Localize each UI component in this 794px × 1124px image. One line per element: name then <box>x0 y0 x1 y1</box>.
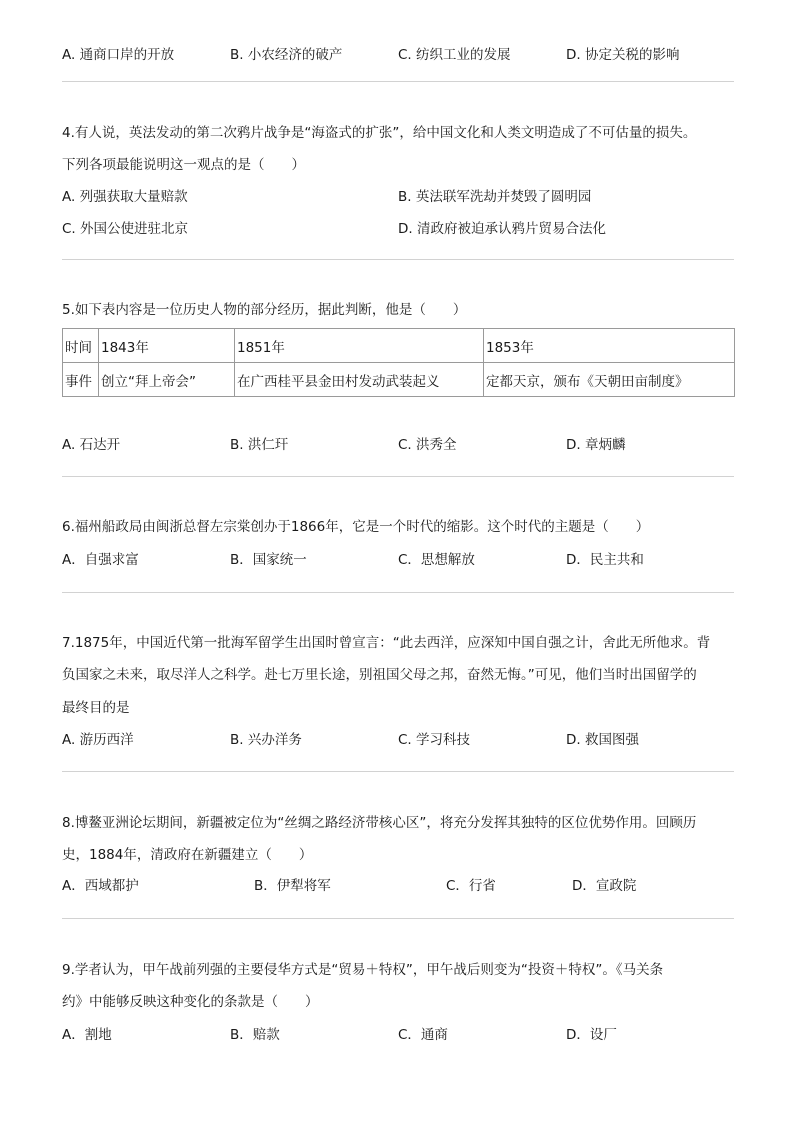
q6-option-a[interactable]: A．自强求富 <box>62 552 139 568</box>
q9-option-a[interactable]: A．割地 <box>62 1027 112 1043</box>
q9-stem-line-1: 9.学者认为，甲午战前列强的主要侵华方式是“贸易＋特权”，甲午战后则变为“投资＋特权”。《马关条 <box>62 962 664 978</box>
table-cell: 1851年 <box>235 329 484 363</box>
q6-stem: 6.福州船政局由闽浙总督左宗棠创办于1866年，它是一个时代的缩影。这个时代的主题是（ ） <box>62 519 650 535</box>
q4-stem-line-2: 下列各项最能说明这一观点的是（ ） <box>62 157 305 173</box>
q9-option-d[interactable]: D．设厂 <box>566 1027 617 1043</box>
q7-option-c[interactable]: C. 学习科技 <box>398 732 471 748</box>
q3-option-c[interactable]: C. 纺织工业的发展 <box>398 47 511 63</box>
q5-option-a[interactable]: A. 石达开 <box>62 437 121 453</box>
q4-stem-line-1: 4.有人说，英法发动的第二次鸦片战争是“海盗式的扩张”，给中国文化和人类文明造成了不可估量的损失。 <box>62 125 697 141</box>
q8-option-d[interactable]: D．宣政院 <box>572 878 637 894</box>
table-cell: 时间 <box>63 329 99 363</box>
divider <box>62 476 734 477</box>
q3-option-a[interactable]: A. 通商口岸的开放 <box>62 47 175 63</box>
table-row <box>63 363 735 397</box>
q4-option-b[interactable]: B. 英法联军洗劫并焚毁了圆明园 <box>398 189 592 205</box>
q5-stem: 5.如下表内容是一位历史人物的部分经历，据此判断，他是（ ） <box>62 302 467 318</box>
divider <box>62 771 734 772</box>
q8-stem-line-1: 8.博鳌亚洲论坛期间，新疆被定位为“丝绸之路经济带核心区”，将充分发挥其独特的区位优势作用。回顾历 <box>62 815 697 831</box>
q7-option-b[interactable]: B. 兴办洋务 <box>230 732 302 748</box>
q8-option-a[interactable]: A．西域都护 <box>62 878 139 894</box>
divider <box>62 592 734 593</box>
q7-stem-line-1: 7.1875年，中国近代第一批海军留学生出国时曾宣言：“此去西洋，应深知中国自强之计，舍此无所他求。背 <box>62 635 711 651</box>
q5-option-b[interactable]: B. 洪仁玕 <box>230 437 289 453</box>
q6-option-b[interactable]: B．国家统一 <box>230 552 307 568</box>
table-cell: 创立“拜上帝会” <box>99 363 235 397</box>
q4-option-a[interactable]: A. 列强获取大量赔款 <box>62 189 188 205</box>
q8-option-c[interactable]: C．行省 <box>446 878 496 894</box>
q6-option-c[interactable]: C．思想解放 <box>398 552 475 568</box>
q5-option-c[interactable]: C. 洪秀全 <box>398 437 457 453</box>
q7-stem-line-2: 负国家之未来，取尽洋人之科学。赴七万里长途，别祖国父母之邦，奋然无悔。”可见，他们当时出国留学的 <box>62 667 697 683</box>
q9-option-b[interactable]: B．赔款 <box>230 1027 280 1043</box>
divider <box>62 259 734 260</box>
divider <box>62 918 734 919</box>
table-cell: 定都天京，颁布《天朝田亩制度》 <box>484 363 735 397</box>
table-row <box>63 329 735 363</box>
table-cell: 1843年 <box>99 329 235 363</box>
q9-option-c[interactable]: C．通商 <box>398 1027 448 1043</box>
q6-option-d[interactable]: D．民主共和 <box>566 552 644 568</box>
q8-option-b[interactable]: B．伊犁将军 <box>254 878 331 894</box>
q7-stem-line-3: 最终目的是 <box>62 700 130 716</box>
q7-option-d[interactable]: D. 救国图强 <box>566 732 639 748</box>
q3-option-b[interactable]: B. 小农经济的破产 <box>230 47 343 63</box>
q3-option-d[interactable]: D. 协定关税的影响 <box>566 47 680 63</box>
table-cell: 事件 <box>63 363 99 397</box>
q9-stem-line-2: 约》中能够反映这种变化的条款是（ ） <box>62 994 319 1010</box>
q5-table <box>62 328 735 397</box>
table-cell: 1853年 <box>484 329 735 363</box>
q4-option-d[interactable]: D. 清政府被迫承认鸦片贸易合法化 <box>398 221 606 237</box>
divider <box>62 81 734 82</box>
q8-stem-line-2: 史，1884年，清政府在新疆建立（ ） <box>62 847 313 863</box>
q5-option-d[interactable]: D. 章炳麟 <box>566 437 626 453</box>
q7-option-a[interactable]: A. 游历西洋 <box>62 732 134 748</box>
q4-option-c[interactable]: C. 外国公使进驻北京 <box>62 221 189 237</box>
table-cell: 在广西桂平县金田村发动武装起义 <box>235 363 484 397</box>
